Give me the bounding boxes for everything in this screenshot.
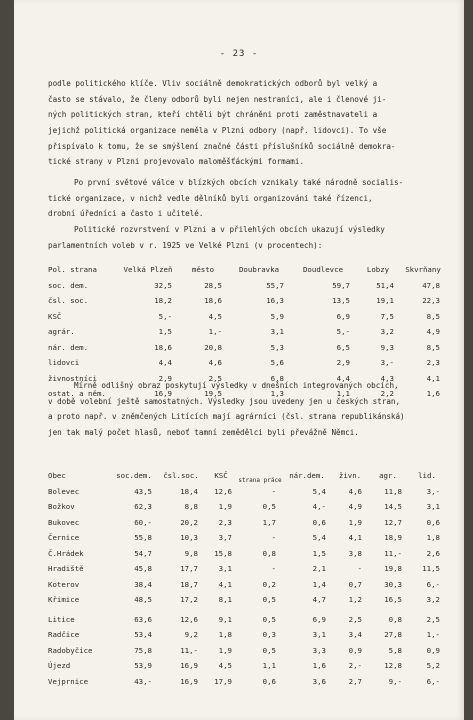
row-label: Radobyčice	[48, 645, 93, 655]
table-cell: 2,7	[348, 676, 362, 686]
table-cell: 11,-	[180, 645, 198, 655]
text-line: v době volební ještě samostatných. Výsledky jsou uvedeny jen u českých stran,	[48, 396, 401, 406]
text-line: tické organizace, v nichž vedle dělníků byli organizováni také řízenci,	[48, 193, 373, 203]
table-cell: 16,9	[154, 389, 172, 398]
table-cell: 32,5	[154, 280, 172, 290]
table-cell: 0,8	[388, 614, 402, 624]
table-cell: 4,9	[348, 502, 362, 511]
table-cell: 43,-	[134, 676, 152, 686]
table-cell: 19,5	[204, 389, 222, 398]
table-cell: 4,4	[158, 358, 172, 367]
column-header: Pol. strana	[48, 265, 97, 274]
table-cell: 2,-	[348, 661, 362, 670]
table-cell: 0,6	[312, 517, 326, 527]
table-cell: 47,8	[422, 280, 440, 290]
text-line: tické strany v Plzni projevovalo maloměšťáckými formami.	[48, 157, 305, 167]
table-cell: 3,1	[312, 630, 326, 639]
column-header: živn.	[338, 471, 362, 480]
table-cell: 2,3	[218, 517, 232, 527]
table-row	[48, 592, 446, 608]
table-cell: 18,7	[180, 579, 198, 589]
table-cell: 3,1	[218, 564, 232, 573]
column-header: Obec	[48, 471, 66, 480]
table-cell: 1,4	[312, 579, 326, 589]
table-cell: 1,3	[270, 389, 284, 398]
table-cell: 2,5	[348, 614, 362, 624]
column-header: město	[191, 265, 215, 274]
table-cell: 22,3	[422, 296, 440, 305]
table-cell: 3,8	[348, 548, 362, 558]
column-header: soc.dem.	[116, 471, 152, 480]
row-label: Křimice	[48, 595, 80, 604]
table-cell: 2,5	[208, 373, 222, 383]
table-cell: 5,4	[312, 486, 326, 496]
text-line: přispívalo k tomu, že se smýšlení značné části příslušníků sociálně demokra-	[48, 141, 396, 151]
table-cell: 18,9	[384, 533, 402, 542]
table-cell: 3,2	[380, 327, 394, 336]
table-cell: 15,8	[214, 548, 232, 558]
table-cell: 18,2	[154, 296, 172, 305]
table-cell: 12,6	[214, 486, 232, 496]
text-line: Po první světové válce v blízkých obcích vznikaly také národně socialis-	[74, 178, 404, 187]
table-cell: 59,7	[332, 280, 350, 290]
text-line: jejichž politická organizace neměla v Plzni odbory (např. lidovci). To vše	[48, 126, 387, 136]
table-cell: 54,7	[134, 548, 152, 558]
table-cell: 4,6	[348, 486, 362, 496]
paragraph-3	[48, 222, 448, 253]
table-cell: 12,6	[180, 614, 198, 624]
table-cell: 3,2	[426, 595, 440, 604]
table-cell: 11,5	[422, 564, 440, 573]
table-cell: 3,-	[426, 486, 440, 496]
table-cell: 5,6	[270, 358, 284, 367]
row-label: čsl. soc.	[48, 296, 89, 305]
table-cell: 3,6	[312, 676, 326, 686]
table-cell: 17,2	[180, 595, 198, 604]
table-cell: 1,-	[208, 327, 222, 336]
table-cell: 0,5	[262, 614, 276, 624]
row-label: agrár.	[48, 327, 75, 336]
row-label: Radčice	[48, 630, 80, 639]
table-cell: 14,5	[384, 502, 402, 511]
table-cell: 75,8	[134, 645, 152, 655]
table-row	[48, 340, 446, 356]
table-cell: 13,5	[332, 296, 350, 305]
page-number: - 23 -	[219, 49, 259, 59]
table-cell: 63,6	[134, 614, 152, 624]
table-cell: -	[271, 564, 276, 573]
table-cell: 9,8	[184, 548, 198, 558]
table-row	[48, 561, 446, 577]
text-line: jen tak malý počet hlasů, neboť tamní zemědělci byli převážně Němci.	[48, 428, 359, 438]
row-label: ostat. a něm.	[48, 389, 106, 398]
table-cell: 12,7	[384, 517, 402, 527]
table-cell: 3,3	[312, 645, 326, 655]
table-cell: 9,3	[380, 342, 394, 352]
column-header: Skvrňany	[405, 265, 441, 274]
table-cell: 18,6	[204, 296, 222, 305]
row-label: Bolevec	[48, 486, 80, 496]
table-cell: 2,9	[158, 373, 172, 383]
table-header-row	[48, 262, 446, 278]
text-line: často se stávalo, že členy odborů byli nejen nestraníci, ale i členové ji-	[48, 94, 387, 104]
table-cell: 19,8	[384, 564, 402, 573]
table-cell: 1,8	[426, 533, 440, 542]
text-line: Mírně odlišný obraz poskytují výsledky v dnešních integrovaných obcích,	[74, 381, 399, 390]
table-cell: 5,-	[336, 327, 350, 336]
table-cell: 48,5	[134, 595, 152, 604]
text-line: a proto např. v zněmčených Litících mají agrárníci (čsl. strana republikánská)	[48, 412, 405, 422]
table-row	[48, 530, 446, 546]
table-cell: 4,1	[426, 373, 440, 383]
table-row	[48, 499, 446, 515]
table-cell: 53,4	[134, 630, 152, 639]
table-row	[48, 293, 446, 309]
table-cell: 3,4	[348, 630, 362, 639]
table-cell: 4,1	[348, 533, 362, 542]
table-cell: 17,9	[214, 676, 232, 686]
table-cell: 38,4	[134, 579, 152, 589]
table-header-row	[48, 468, 446, 484]
table-cell: -	[357, 564, 362, 573]
table-cell: 45,8	[134, 564, 152, 573]
table-cell: 0,6	[262, 676, 276, 686]
table-cell: 1,6	[312, 661, 326, 670]
paragraph-1	[48, 76, 448, 170]
table-cell: 10,3	[180, 533, 198, 542]
table-cell: 9,2	[184, 630, 198, 639]
table-cell: 9,1	[218, 614, 232, 624]
table-cell: 12,8	[384, 661, 402, 670]
table-cell: 5,4	[312, 533, 326, 542]
table-cell: 1,7	[262, 517, 276, 527]
table-row	[48, 627, 446, 643]
table-cell: 4,5	[208, 311, 222, 321]
table-cell: 55,8	[134, 533, 152, 542]
column-header: KSČ	[214, 471, 228, 480]
row-label: Újezd	[48, 661, 71, 670]
municipality-results-table	[48, 468, 446, 689]
text-line: Politické rozvrstvení v Plzni a v přilehlých obcích ukazují výsledky	[74, 225, 385, 234]
column-header	[238, 468, 282, 484]
table-cell: 0,7	[348, 579, 362, 589]
table-cell: 8,5	[426, 342, 440, 352]
table-cell: 5,3	[270, 342, 284, 352]
row-label: Božkov	[48, 502, 75, 511]
table-cell: 6,-	[426, 579, 440, 589]
table-cell: 5,8	[388, 645, 402, 655]
table-cell: 6,9	[312, 614, 326, 624]
table-cell: 2,9	[336, 358, 350, 367]
table-cell: 11,8	[384, 486, 402, 496]
table-row	[48, 546, 446, 562]
table-cell: 3,1	[426, 502, 440, 511]
table-cell: 1,8	[218, 630, 232, 639]
table-cell: 55,7	[266, 280, 284, 290]
column-header: Velká Plzeň	[123, 265, 173, 274]
table-cell: 8,1	[218, 595, 232, 604]
table-cell: 1,9	[348, 517, 362, 527]
table-cell: 4,-	[312, 502, 326, 511]
row-label: Bukovec	[48, 517, 80, 527]
table-cell: 11,-	[384, 548, 402, 558]
row-label: Koterov	[48, 579, 80, 589]
text-line: drobní úředníci a často i učitelé.	[48, 209, 204, 219]
table-cell: 1,5	[158, 327, 172, 336]
table-cell: 1,9	[218, 645, 232, 655]
text-line: ných politických stran, kteří chtěli být chráněni proti zaměstnavateli a	[48, 110, 378, 120]
row-label: Černice	[48, 533, 80, 542]
table-row	[48, 577, 446, 593]
table-cell: 5,2	[426, 661, 440, 670]
row-label: soc. dem.	[48, 280, 89, 290]
table-cell: 0,6	[426, 517, 440, 527]
column-header: Doudlevce	[302, 265, 344, 274]
table-cell: 0,2	[262, 579, 276, 589]
table-cell: 18,4	[180, 486, 198, 496]
table-cell: 1,2	[348, 595, 362, 604]
table-cell: 0,5	[262, 645, 276, 655]
table-cell: 28,5	[204, 280, 222, 290]
table-cell: 18,6	[154, 342, 172, 352]
table-cell: 4,1	[218, 579, 232, 589]
table-row	[48, 515, 446, 531]
table-cell: 3,-	[380, 358, 394, 367]
row-label: Litice	[48, 614, 75, 624]
row-label: Hradiště	[48, 564, 84, 573]
table-row	[48, 608, 446, 628]
table-row	[48, 484, 446, 500]
table-cell: 30,3	[384, 579, 402, 589]
table-cell: 4,3	[380, 373, 394, 383]
document-page	[14, 0, 464, 720]
table-cell: 20,2	[180, 517, 198, 527]
text-line: podle politického klíče. Vliv sociálně demokratických odborů byl velký a	[48, 79, 378, 88]
table-cell: 16,5	[384, 595, 402, 604]
table-cell: 0,9	[348, 645, 362, 655]
column-header: lid.	[418, 471, 436, 480]
table-cell: 2,2	[380, 389, 394, 398]
table-cell: 6,5	[336, 342, 350, 352]
table-cell: 2,5	[426, 614, 440, 624]
table-cell: 4,5	[218, 661, 232, 670]
column-header: Lobzy	[366, 265, 390, 274]
table-row	[48, 674, 446, 690]
table-cell: 7,5	[380, 311, 394, 321]
table-cell: 4,7	[312, 595, 326, 604]
paragraph-4	[48, 378, 448, 441]
table-cell: 1,-	[426, 630, 440, 639]
column-header: čsl.soc.	[163, 471, 199, 480]
row-label: Č.Hrádek	[48, 548, 84, 558]
table-cell: 1,1	[262, 661, 276, 670]
table-cell: 0,9	[426, 645, 440, 655]
row-label: nár. dem.	[48, 342, 89, 352]
table-cell: 6,8	[270, 373, 284, 383]
row-label: Vejprnice	[48, 676, 89, 686]
row-label: lidovci	[48, 358, 80, 367]
table-row	[48, 324, 446, 340]
table-cell: 0,5	[262, 595, 276, 604]
table-cell: 4,9	[426, 327, 440, 336]
table-cell: 16,9	[180, 676, 198, 686]
row-label: živnostníci	[48, 373, 97, 383]
table-cell: 20,8	[204, 342, 222, 352]
paragraph-2	[48, 175, 448, 222]
table-cell: 1,5	[312, 548, 326, 558]
table-cell: 17,7	[180, 564, 198, 573]
table-cell: 1,1	[336, 389, 350, 398]
table-cell: 62,3	[134, 502, 152, 511]
table-cell: 5,-	[158, 311, 172, 321]
table-cell: 16,3	[266, 296, 284, 305]
table-cell: 8,8	[184, 502, 198, 511]
table-cell: 3,1	[270, 327, 284, 336]
table-row	[48, 278, 446, 294]
table-cell: 8,5	[426, 311, 440, 321]
table-cell: 2,1	[312, 564, 326, 573]
table-cell: 6,-	[426, 676, 440, 686]
table-cell: 1,9	[218, 502, 232, 511]
table-cell: 19,1	[376, 296, 394, 305]
table-cell: -	[271, 486, 276, 496]
row-label: KSČ	[48, 311, 62, 321]
column-header: Doubravka	[238, 265, 280, 274]
table-cell: 2,3	[426, 358, 440, 367]
table-cell: 60,-	[134, 517, 152, 527]
table-cell: 1,6	[426, 389, 440, 398]
table-row	[48, 309, 446, 325]
table-cell: 5,9	[270, 311, 284, 321]
table-cell: 27,8	[384, 630, 402, 639]
table-cell: 43,5	[134, 486, 152, 496]
table-cell: 4,4	[336, 373, 350, 383]
table-cell: 16,9	[180, 661, 198, 670]
table-cell: -	[271, 533, 276, 542]
table-cell: 0,8	[262, 548, 276, 558]
column-header: nár.dem.	[289, 471, 325, 480]
table-cell: 6,9	[336, 311, 350, 321]
text-line: parlamentních voleb v r. 1925 ve Velké Plzni (v procentech):	[48, 240, 323, 250]
table-cell: 0,3	[262, 630, 276, 639]
table-row	[48, 643, 446, 659]
table-cell: 53,9	[134, 661, 152, 670]
table-cell: 3,7	[218, 533, 232, 542]
column-header: agr.	[379, 471, 397, 480]
table-cell: 51,4	[376, 280, 394, 290]
table-cell: 4,6	[208, 358, 222, 367]
table-row	[48, 355, 446, 371]
table-cell: 2,6	[426, 548, 440, 558]
table-row	[48, 658, 446, 674]
table-cell: 9,-	[388, 676, 402, 686]
column-header-text: strana práce	[238, 476, 282, 484]
table-cell: 0,5	[262, 502, 276, 511]
